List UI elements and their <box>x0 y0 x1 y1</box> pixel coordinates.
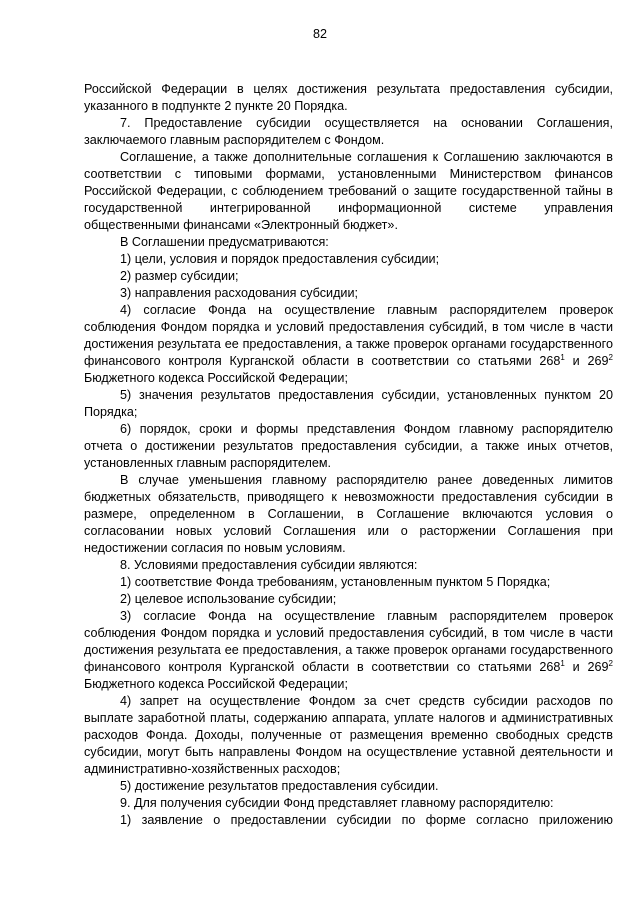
list-item <box>84 302 613 387</box>
list-item: 4) запрет на осуществление Фондом за счет средств субсидии расходов по выплате заработной платы, содержанию аппарата, уплате налогов и административных расходов Фонда. Доходы, полученные от размещения временно свободных средств субсидии, могут быть направлены Фондом на осуществление уставной деятельности и административно-хозяйственных расходов; <box>84 694 613 776</box>
paragraph: В случае уменьшения главному распорядителю ранее доведенных лимитов бюджетных обязательств, приводящего к невозможности предоставления субсидии в размере, определенном в Соглашении, в Соглашение включаются условия о согласовании новых условий Соглашения или о расторжении Соглашения при недостижении согласия по новым условиям. <box>84 473 613 555</box>
paragraph: В Соглашении предусматриваются: <box>120 235 329 249</box>
list-item: 1) цели, условия и порядок предоставления субсидии; <box>120 252 440 266</box>
paragraph: 7. Предоставление субсидии осуществляется на основании Соглашения, заключаемого главным распорядителем с Фондом. <box>84 116 613 147</box>
paragraph-text: 3) согласие Фонда на осуществление главным распорядителем проверок соблюдения Фондом порядка и условий предоставления субсидий, в том числе в части достижения результата ее предоставления, а также проверок органами государственного финансового контроля Курганской области в соответствии со статьями 268 <box>84 609 613 674</box>
paragraph-text: и 269 <box>564 354 609 368</box>
list-item: 5) значения результатов предоставления субсидии, установленных пунктом 20 Порядка; <box>84 388 613 419</box>
paragraph-text: Бюджетного кодекса Российской Федерации; <box>84 677 348 691</box>
paragraph-text: 4) согласие Фонда на осуществление главным распорядителем проверок соблюдения Фондом порядка и условий предоставления субсидий, в том числе в части достижения результата ее предоставления, а также проверок органами государственного финансового контроля Курганской области в соответствии со статьями 268 <box>84 303 613 368</box>
list-item: 1) заявление о предоставлении субсидии по форме согласно приложению <box>120 813 613 827</box>
paragraph: Российской Федерации в целях достижения результата предоставления субсидии, указанного в подпункте 2 пункте 20 Порядка. <box>84 82 613 113</box>
paragraph: 8. Условиями предоставления субсидии являются: <box>120 558 418 572</box>
page-number: 82 <box>312 27 327 41</box>
list-item: 6) порядок, сроки и формы представления Фондом главному распорядителю отчета о достижении результатов предоставления субсидии, а также иных отчетов, установленных главным распорядителем. <box>84 422 613 470</box>
list-item: 2) размер субсидии; <box>120 269 239 283</box>
list-item: 5) достижение результатов предоставления субсидии. <box>120 779 439 793</box>
superscript: 1 <box>560 353 565 362</box>
list-item: 2) целевое использование субсидии; <box>120 592 337 606</box>
list-item: 1) соответствие Фонда требованиям, установленным пунктом 5 Порядка; <box>120 575 551 589</box>
list-item <box>84 608 613 693</box>
superscript: 2 <box>608 353 613 362</box>
list-item: 3) направления расходования субсидии; <box>120 286 359 300</box>
paragraph-text: и 269 <box>564 660 609 674</box>
document-body <box>84 81 613 829</box>
paragraph: 9. Для получения субсидии Фонд представляет главному распорядителю: <box>120 796 554 810</box>
superscript: 2 <box>608 659 613 668</box>
superscript: 1 <box>560 659 565 668</box>
paragraph: Соглашение, а также дополнительные соглашения к Соглашению заключаются в соответствии с типовыми формами, установленными Министерством финансов Российской Федерации, с соблюдением требований о защите государственной тайны в государственной интегрированной информационной системе управления общественными финансами «Электронный бюджет». <box>84 150 613 232</box>
paragraph-text: Бюджетного кодекса Российской Федерации; <box>84 371 348 385</box>
